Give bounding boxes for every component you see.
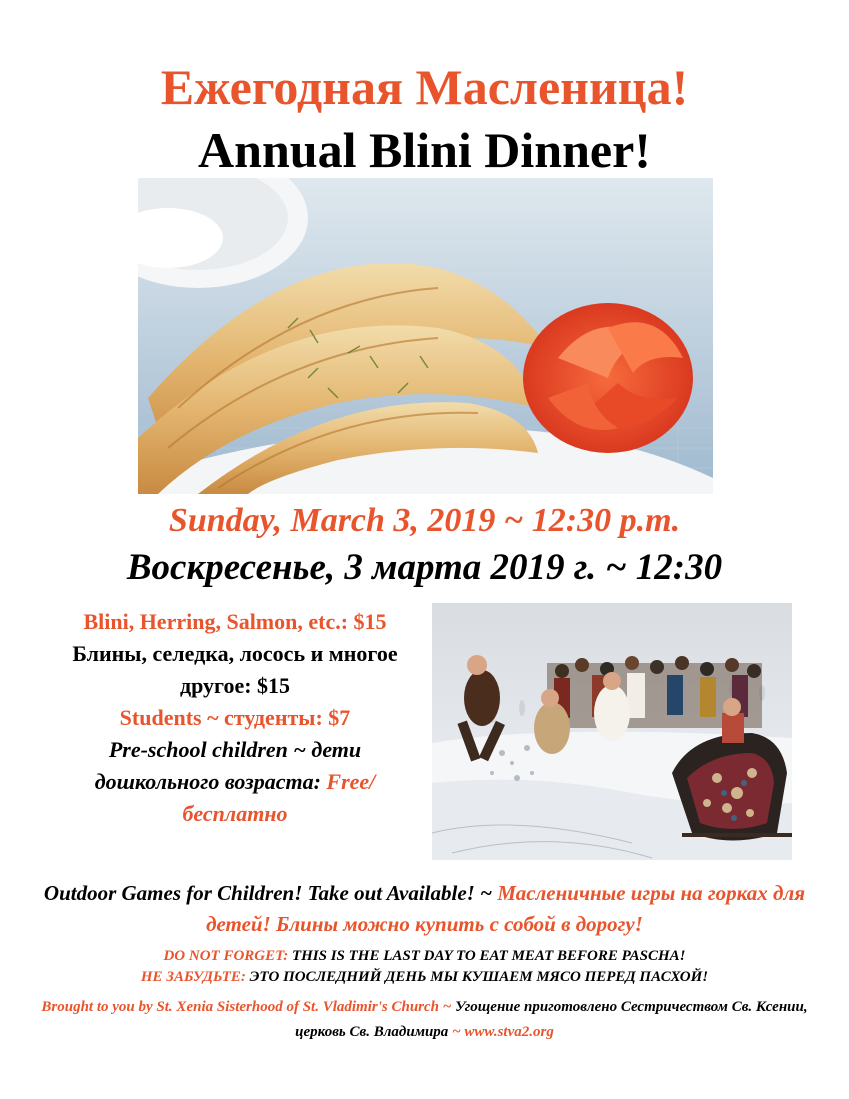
price-preschool-label: Pre-school children ~ дети дошкольного возраста: (94, 737, 362, 794)
meat-reminder (30, 946, 819, 988)
title-russian: Ежегодная Масленица! (160, 59, 689, 115)
reminder-english-text: THIS IS THE LAST DAY TO EAT MEAT BEFORE PASCHA! (291, 948, 686, 964)
event-date-russian: Воскресенье, 3 марта 2019 г. ~ 12:30 (126, 547, 723, 588)
maslenitsa-painting (432, 603, 792, 860)
reminder-russian (30, 967, 819, 988)
blini-salmon-photo (138, 178, 713, 494)
title-english: Annual Blini Dinner! (198, 122, 651, 178)
games-announcement (30, 878, 819, 940)
price-blini-english: Blini, Herring, Salmon, etc.: $15 (83, 609, 387, 634)
event-date-english: Sunday, March 3, 2019 ~ 12:30 p.m. (168, 502, 681, 539)
reminder-english-label: DO NOT FORGET: (163, 948, 289, 964)
credit-separator: ~ (452, 1024, 461, 1040)
credit-english: Brought to you by St. Xenia Sisterhood of St. Vladimir's Church ~ (41, 999, 452, 1015)
credit-line (30, 995, 819, 1045)
reminder-russian-label: НЕ ЗАБУДЬТЕ: (140, 969, 246, 985)
price-preschool-free: Free/ бесплатно (182, 769, 376, 826)
games-russian: Масленичные игры на горках для детей! Блины можно купить с собой в дорогу! (206, 881, 806, 936)
price-list (50, 606, 420, 830)
price-preschool (50, 734, 420, 830)
website-link[interactable]: www.stva2.org (464, 1024, 554, 1040)
credit-russian: Угощение приготовлено Сестричеством Св. Ксении, церковь Св. Владимира (295, 999, 808, 1040)
price-blini-russian: Блины, селедка, лосось и многое другое: $15 (72, 641, 398, 698)
games-english: Outdoor Games for Children! Take out Available! ~ (43, 881, 493, 905)
price-students: Students ~ студенты: $7 (119, 705, 351, 730)
reminder-russian-text: ЭТО ПОСЛЕДНИЙ ДЕНЬ МЫ КУШАЕМ МЯСО ПЕРЕД ПАСХОЙ! (249, 969, 709, 985)
reminder-english (30, 946, 819, 967)
